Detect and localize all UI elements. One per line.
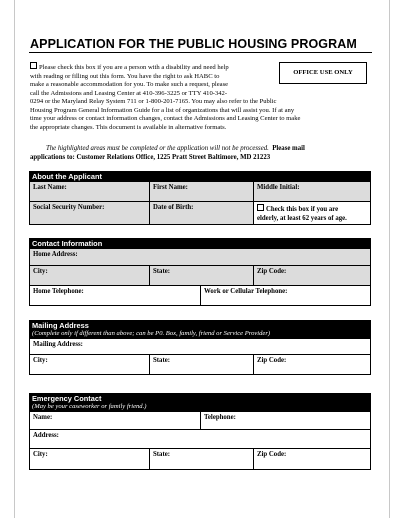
applicant-heading: About the Applicant — [29, 171, 371, 182]
middle-initial-field[interactable]: Middle Initial: — [253, 182, 370, 201]
intro-text: Please check this box if you are a person with a disability and need help — [39, 64, 229, 71]
zip-field[interactable]: Zip Code: — [253, 266, 370, 285]
note-line-2 — [30, 153, 372, 162]
emergency-section — [29, 393, 371, 470]
home-address-field[interactable]: Home Address: — [33, 251, 78, 258]
emergency-row-3 — [30, 449, 370, 469]
applicant-section — [29, 171, 371, 225]
emergency-telephone-field[interactable]: Telephone: — [200, 412, 370, 429]
emergency-subtitle: (May be your caseworker or family friend.) — [32, 403, 147, 410]
note-bold-2: applications to: Customer Relations Office, 1225 Pratt Street Baltimore, MD 21223 — [30, 154, 271, 161]
emergency-zip-field[interactable]: Zip Code: — [253, 449, 370, 469]
office-use-box: OFFICE USE ONLY — [279, 62, 367, 84]
emergency-name-field[interactable]: Name: — [33, 414, 53, 421]
mailing-address-field[interactable]: Mailing Address: — [33, 341, 83, 348]
intro-line-3: make a reasonable accommodation for you. To make such a request, please — [30, 81, 229, 89]
intro-line-1 — [30, 62, 364, 73]
emergency-address-field[interactable]: Address: — [33, 432, 59, 439]
mailing-section — [29, 320, 371, 375]
note-bold-1: Please mail — [272, 145, 305, 152]
intro-line-5: 0294 or the Maryland Relay System 711 or 1-800-201-7165. You may also refer to the Public — [30, 98, 277, 106]
intro-line-6: Housing Program General Information Guide for a list of organizations that will assist you. If at any — [30, 106, 295, 114]
home-telephone-field[interactable]: Home Telephone: — [33, 288, 84, 295]
intro-line-8: the appropriate changes. This document is available in alternative formats. — [30, 123, 227, 131]
contact-row-2 — [30, 266, 370, 286]
ssn-field[interactable]: Social Security Number: — [30, 202, 149, 224]
contact-fields — [29, 249, 371, 306]
intro-line-4: call the Admissions and Leasing Center at 410-396-3225 or TTY 410-342- — [30, 89, 228, 97]
note-italic: The highlighted areas must be completed or the application will not be processed. — [46, 145, 269, 152]
emergency-city-field[interactable]: City: — [33, 451, 48, 458]
elderly-field — [253, 202, 370, 224]
emergency-heading — [29, 393, 371, 412]
intro-line-7: time your address or contact information changes, contact the Admissions and Leasing Center to make — [30, 115, 301, 123]
applicant-fields — [29, 182, 371, 225]
elderly-checkbox[interactable] — [257, 204, 264, 211]
work-telephone-field[interactable]: Work or Cellular Telephone: — [200, 286, 370, 305]
elderly-label-2: elderly, at least 62 years of age. — [257, 214, 347, 222]
elderly-label-1: Check this box if you are — [266, 206, 339, 213]
city-field[interactable]: City: — [33, 268, 48, 275]
title-divider — [29, 52, 372, 53]
intro-line-2: with reading or filling out this form. You have the right to ask HABC to — [30, 72, 220, 80]
emergency-state-field[interactable]: State: — [149, 449, 253, 469]
mailing-note — [30, 144, 372, 162]
page-title: APPLICATION FOR THE PUBLIC HOUSING PROGRAM — [30, 37, 357, 51]
contact-row-1 — [30, 249, 370, 266]
mailing-city-field[interactable]: City: — [33, 357, 48, 364]
mailing-subtitle: (Complete only if different than above; can be P0. Box, family, friend or Service Provider) — [32, 330, 271, 337]
applicant-row-1 — [30, 182, 370, 202]
dob-field[interactable]: Date of Birth: — [149, 202, 253, 224]
mailing-zip-field[interactable]: Zip Code: — [253, 355, 370, 374]
emergency-row-1 — [30, 412, 370, 430]
mailing-heading — [29, 320, 371, 339]
mailing-title: Mailing Address — [32, 321, 89, 330]
intro-paragraph — [30, 62, 364, 132]
applicant-row-2 — [30, 202, 370, 224]
last-name-field[interactable]: Last Name: — [33, 184, 67, 191]
emergency-row-2 — [30, 430, 370, 449]
emergency-title: Emergency Contact — [32, 394, 102, 403]
contact-heading: Contact Information — [29, 238, 371, 249]
disability-checkbox[interactable] — [30, 62, 37, 69]
mailing-state-field[interactable]: State: — [149, 355, 253, 374]
emergency-fields — [29, 412, 371, 470]
contact-row-3 — [30, 286, 370, 305]
mailing-row-1 — [30, 339, 370, 355]
mailing-fields — [29, 339, 371, 375]
contact-section — [29, 238, 371, 306]
first-name-field[interactable]: First Name: — [149, 182, 253, 201]
mailing-row-2 — [30, 355, 370, 374]
note-line-1 — [30, 144, 372, 153]
state-field[interactable]: State: — [149, 266, 253, 285]
